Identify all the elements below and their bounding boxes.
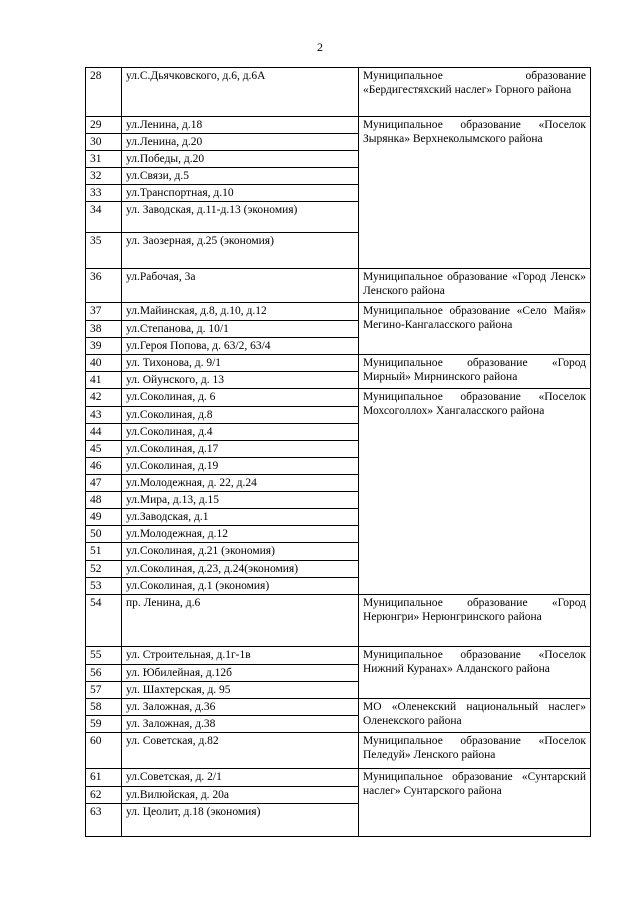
row-number: 58: [86, 699, 122, 716]
row-address: ул.Соколиная, д.4: [122, 424, 359, 441]
table-row: [86, 389, 591, 407]
row-address: ул.Ленина, д.18: [122, 117, 359, 134]
row-number: 63: [86, 804, 122, 837]
table-row: [86, 699, 591, 716]
row-address: ул.Соколиная, д.1 (экономия): [122, 578, 359, 595]
row-number: 29: [86, 117, 122, 134]
row-number: 53: [86, 578, 122, 595]
row-address: ул.Молодежная, д. 22, д.24: [122, 475, 359, 492]
row-number: 57: [86, 682, 122, 699]
row-address: ул.Заводская, д.1: [122, 509, 359, 526]
row-number: 54: [86, 595, 122, 647]
row-address: ул. Советская, д.82: [122, 733, 359, 769]
row-number: 55: [86, 647, 122, 665]
row-number: 40: [86, 355, 122, 372]
row-address: ул. Шахтерская, д. 95: [122, 682, 359, 699]
row-number: 45: [86, 441, 122, 458]
row-number: 51: [86, 543, 122, 561]
table-row: [86, 117, 591, 134]
row-address: ул. Заложная, д.38: [122, 716, 359, 733]
row-number: 38: [86, 321, 122, 338]
row-address: пр. Ленина, д.6: [122, 595, 359, 647]
row-number: 32: [86, 168, 122, 185]
table-row: [86, 355, 591, 372]
municipality-cell: Муниципальное образование «Город Нерюнгри» Нерюнгринского района: [359, 595, 591, 647]
row-number: 39: [86, 338, 122, 355]
municipality-cell: Муниципальное образование «Город Мирный» Мирнинского района: [359, 355, 591, 389]
row-address: ул. Тихонова, д. 9/1: [122, 355, 359, 372]
row-address: ул.Соколиная, д.8: [122, 407, 359, 424]
row-address: ул. Цеолит, д.18 (экономия): [122, 804, 359, 837]
row-address: ул.Вилюйская, д. 20а: [122, 787, 359, 804]
page-number: 2: [317, 40, 323, 54]
row-number: 48: [86, 492, 122, 509]
municipality-cell: Муниципальное образование «Город Ленск» Ленского района: [359, 269, 591, 303]
row-number: 56: [86, 665, 122, 682]
table-row: [86, 269, 591, 303]
row-number: 52: [86, 561, 122, 578]
row-address: ул. Заводская, д.11-д.13 (экономия): [122, 202, 359, 233]
row-address: ул.Соколиная, д.23, д.24(экономия): [122, 561, 359, 578]
housing-table: [85, 67, 591, 837]
row-address: ул. Ойунского, д. 13: [122, 372, 359, 389]
row-address: ул. Строительная, д.1г-1в: [122, 647, 359, 665]
municipality-cell: Муниципальное образование «Поселок Мохсоголлох» Хангаласского района: [359, 389, 591, 595]
row-number: 34: [86, 202, 122, 233]
row-address: ул.Соколиная, д.21 (экономия): [122, 543, 359, 561]
row-address: ул.Степанова, д. 10/1: [122, 321, 359, 338]
row-address: ул.Рабочая, 3а: [122, 269, 359, 303]
row-number: 35: [86, 233, 122, 269]
row-number: 31: [86, 151, 122, 168]
row-address: ул.Советская, д. 2/1: [122, 769, 359, 787]
row-address: ул.Соколиная, д. 6: [122, 389, 359, 407]
row-address: ул.Связи, д.5: [122, 168, 359, 185]
row-address: ул.Героя Попова, д. 63/2, 63/4: [122, 338, 359, 355]
municipality-cell: Муниципальное образование «Поселок Пеледуй» Ленского района: [359, 733, 591, 769]
row-address: ул.Соколиная, д.19: [122, 458, 359, 475]
row-address: ул.С.Дьячковского, д.6, д.6А: [122, 68, 359, 117]
row-number: 46: [86, 458, 122, 475]
row-address: ул.Соколиная, д.17: [122, 441, 359, 458]
municipality-cell: Муниципальное образование «Бердигестяхский наслег» Горного района: [359, 68, 591, 117]
row-number: 49: [86, 509, 122, 526]
table-row: [86, 733, 591, 769]
row-address: ул.Транспортная, д.10: [122, 185, 359, 202]
row-number: 42: [86, 389, 122, 407]
row-number: 28: [86, 68, 122, 117]
row-number: 60: [86, 733, 122, 769]
row-number: 50: [86, 526, 122, 543]
row-number: 47: [86, 475, 122, 492]
row-number: 33: [86, 185, 122, 202]
row-address: ул. Заложная, д.36: [122, 699, 359, 716]
table-row: [86, 303, 591, 321]
row-address: ул.Мира, д.13, д.15: [122, 492, 359, 509]
row-number: 36: [86, 269, 122, 303]
row-address: ул. Юбилейная, д.12б: [122, 665, 359, 682]
municipality-cell: МО «Оленекский национальный наслег» Оленекского района: [359, 699, 591, 733]
row-number: 41: [86, 372, 122, 389]
table-row: [86, 647, 591, 665]
municipality-cell: Муниципальное образование «Сунтарский наслег» Сунтарского района: [359, 769, 591, 837]
row-number: 30: [86, 134, 122, 151]
table-row: [86, 68, 591, 117]
row-number: 61: [86, 769, 122, 787]
table-row: [86, 595, 591, 647]
municipality-cell: Муниципальное образование «Поселок Нижний Куранах» Алданского района: [359, 647, 591, 699]
row-number: 44: [86, 424, 122, 441]
row-address: ул.Молодежная, д.12: [122, 526, 359, 543]
row-number: 59: [86, 716, 122, 733]
municipality-cell: Муниципальное образование «Поселок Зырянка» Верхнеколымского района: [359, 117, 591, 269]
row-address: ул.Майинская, д.8, д.10, д.12: [122, 303, 359, 321]
row-number: 37: [86, 303, 122, 321]
row-address: ул.Ленина, д.20: [122, 134, 359, 151]
row-address: ул.Победы, д.20: [122, 151, 359, 168]
table-row: [86, 769, 591, 787]
row-number: 43: [86, 407, 122, 424]
row-number: 62: [86, 787, 122, 804]
municipality-cell: Муниципальное образование «Село Майя» Мегино-Кангаласского района: [359, 303, 591, 355]
row-address: ул. Заозерная, д.25 (экономия): [122, 233, 359, 269]
